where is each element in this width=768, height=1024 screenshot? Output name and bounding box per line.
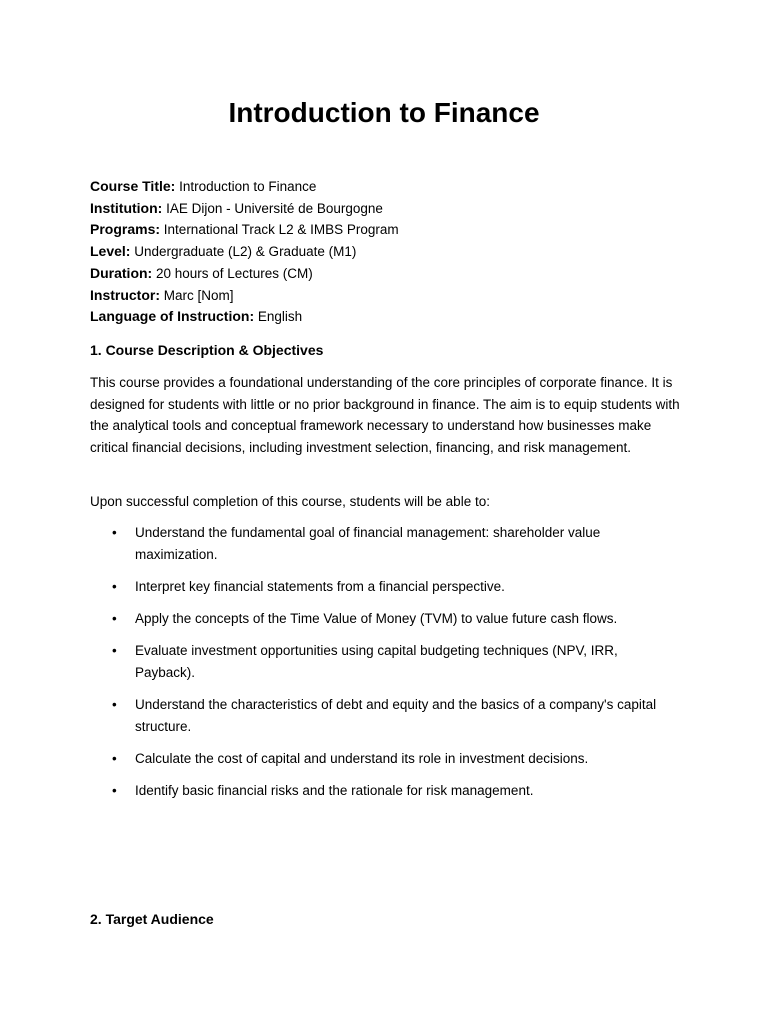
meta-label: Programs: <box>90 221 161 238</box>
institution-row <box>90 198 690 220</box>
meta-value: International Track L2 & IMBS Program <box>163 222 399 238</box>
list-item-text: Calculate the cost of capital and understand its role in investment decisions. <box>135 751 589 767</box>
meta-label: Duration: <box>90 264 153 281</box>
list-item-text: Understand the fundamental goal of financial management: shareholder value maximization. <box>135 525 601 562</box>
list-item-text: Apply the concepts of the Time Value of Money (TVM) to value future cash flows. <box>135 611 618 627</box>
meta-label: Language of Instruction: <box>90 308 255 325</box>
course-info-block <box>90 176 690 328</box>
list-item <box>90 640 680 683</box>
meta-label: Institution: <box>90 199 163 216</box>
list-item-text: Evaluate investment opportunities using capital budgeting techniques (NPV, IRR, Payback). <box>135 643 618 681</box>
bullet-icon: • <box>112 611 117 627</box>
course-title-row <box>90 176 690 198</box>
programs-row <box>90 219 690 241</box>
list-item <box>90 576 680 598</box>
instructor-row <box>90 285 690 307</box>
list-item <box>90 608 680 630</box>
level-row <box>90 241 690 263</box>
bullet-icon: • <box>112 783 117 799</box>
objectives-list <box>90 522 680 813</box>
duration-row <box>90 263 690 285</box>
meta-value: 20 hours of Lectures (CM) <box>155 265 313 281</box>
meta-value: IAE Dijon - Université de Bourgogne <box>166 200 383 216</box>
meta-label: Level: <box>90 243 131 260</box>
list-item <box>90 780 680 802</box>
list-item <box>90 748 680 770</box>
bullet-icon: • <box>112 643 117 659</box>
objectives-intro-paragraph: Upon successful completion of this course, students will be able to: <box>90 494 490 509</box>
document-title: Introduction to Finance <box>228 97 540 128</box>
meta-value: Introduction to Finance <box>179 179 317 194</box>
list-item <box>90 694 680 737</box>
list-item-text: Understand the characteristics of debt and equity and the basics of a company's capital structure. <box>135 697 657 734</box>
list-item-text: Interpret key financial statements from a financial perspective. <box>135 578 505 594</box>
bullet-icon: • <box>112 578 117 594</box>
meta-value: Marc [Nom] <box>163 287 234 303</box>
language-row <box>90 306 690 328</box>
section-heading-target-audience: 2. Target Audience <box>90 911 214 927</box>
meta-label: Course Title: <box>90 178 176 194</box>
bullet-icon: • <box>112 751 117 767</box>
list-item-text: Identify basic financial risks and the rationale for risk management. <box>135 783 534 799</box>
meta-value: Undergraduate (L2) & Graduate (M1) <box>134 244 357 260</box>
list-item <box>90 522 680 565</box>
meta-label: Instructor: <box>90 286 160 303</box>
section-heading-description: 1. Course Description & Objectives <box>90 342 324 358</box>
bullet-icon: • <box>112 525 117 540</box>
bullet-icon: • <box>112 697 117 713</box>
meta-value: English <box>257 309 303 325</box>
course-description-paragraph: This course provides a foundational understanding of the core principles of corporate finance. It is designed for students with little or no prior background in finance. The aim is to equip students with the analytical tools and conceptual framework necessary to understand how businesses make critical financial decisions, including investment selection, financing, and risk management. <box>90 375 680 456</box>
